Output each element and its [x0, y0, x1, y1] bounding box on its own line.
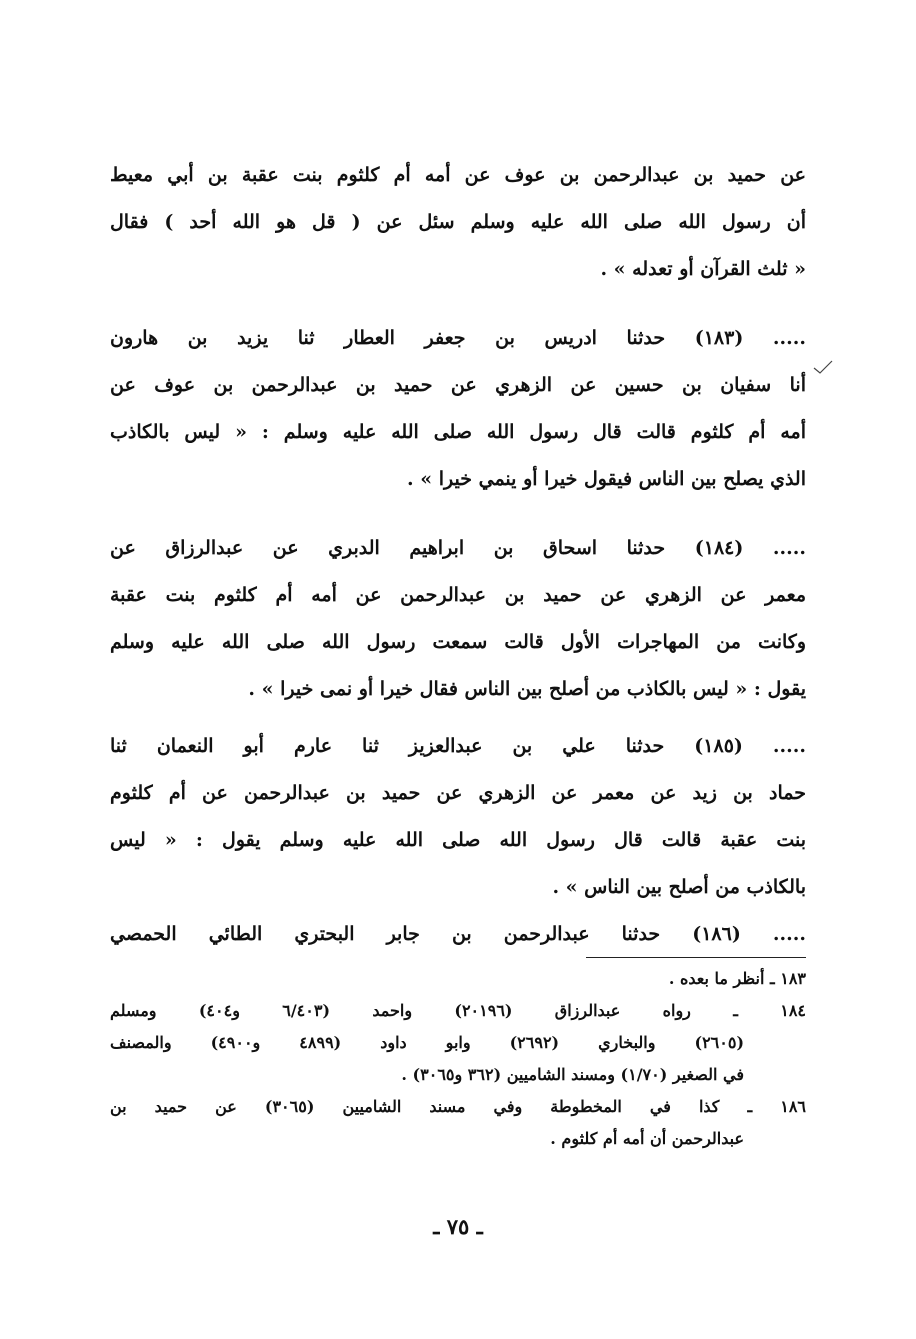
footnote-line: ١٨٤ ـ رواه عبدالرزاق (٢٠١٩٦) واحمد (٦/٤٠٣ و٤٠٤) ومسلم: [110, 1001, 806, 1020]
footnote-line: عبدالرحمن أن أمه أم كلثوم .: [550, 1129, 744, 1148]
hadith-186: [110, 911, 806, 958]
text-line: أنا سفيان بن حسين عن الزهري عن حميد بن عبدالرحمن بن عوف عن: [110, 374, 806, 396]
text-line: عن حميد بن عبدالرحمن بن عوف عن أمه أم كلثوم بنت عقبة بن أبي معيط: [110, 164, 806, 186]
text-line: الذي يصلح بين الناس فيقول خيرا أو ينمي خيرا » .: [407, 468, 806, 490]
footnote-184: [110, 995, 806, 1091]
footnote-line: في الصغير (١/٧٠) ومسند الشاميين (٣٦٢ و٣٠٦٥) .: [401, 1065, 744, 1084]
margin-tick-mark: [812, 358, 834, 376]
text-line: ..... (١٨٤) حدثنا اسحاق بن ابراهيم الدبري عن عبدالرزاق عن: [110, 537, 806, 559]
footnote-186: [110, 1091, 806, 1155]
text-line: ..... (١٨٥) حدثنا علي بن عبدالعزيز ثنا عارم أبو النعمان ثنا: [110, 735, 806, 757]
main-text: [110, 152, 806, 958]
page-number: ـ ٧٥ ـ: [433, 1214, 483, 1239]
footnote-line: ١٨٦ ـ كذا في المخطوطة وفي مسند الشاميين (٣٠٦٥) عن حميد بن: [110, 1097, 806, 1116]
text-line: ..... (١٨٦) حدثنا عبدالرحمن بن جابر البحتري الطائي الحمصي: [110, 923, 806, 945]
hadith-184: [110, 525, 806, 713]
text-line: بنت عقبة قالت قال رسول الله صلى الله عليه وسلم يقول : « ليس: [110, 829, 806, 851]
text-line: ..... (١٨٣) حدثنا ادريس بن جعفر العطار ثنا يزيد بن هارون: [110, 327, 806, 349]
text-line: أن رسول الله صلى الله عليه وسلم سئل عن ( قل هو الله أحد ) فقال: [110, 211, 806, 233]
paragraph-continuation: [110, 152, 806, 293]
hadith-185: [110, 723, 806, 911]
text-line: حماد بن زيد عن معمر عن الزهري عن حميد بن عبدالرحمن عن أم كلثوم: [110, 782, 806, 804]
text-line: معمر عن الزهري عن حميد بن عبدالرحمن عن أمه أم كلثوم بنت عقبة: [110, 584, 806, 606]
footnote-line: (٢٦٠٥) والبخاري (٢٦٩٢) وابو داود (٤٨٩٩ و٤٩٠٠) والمصنف: [110, 1033, 745, 1052]
text-line: « ثلث القرآن أو تعدله » .: [600, 258, 806, 280]
footnote-line: ١٨٣ ـ أنظر ما بعده .: [668, 969, 806, 988]
footnote-183: [110, 963, 806, 995]
text-line: أمه أم كلثوم قالت قال رسول الله صلى الله عليه وسلم : « ليس بالكاذب: [110, 421, 806, 443]
footnotes: [110, 963, 806, 1155]
text-line: وكانت من المهاجرات الأول قالت سمعت رسول الله صلى الله عليه وسلم: [110, 631, 806, 653]
hadith-183: [110, 315, 806, 503]
text-line: بالكاذب من أصلح بين الناس » .: [552, 876, 806, 898]
text-line: يقول : « ليس بالكاذب من أصلح بين الناس فقال خيرا أو نمى خيرا » .: [248, 678, 806, 700]
footnote-separator: [586, 957, 806, 958]
